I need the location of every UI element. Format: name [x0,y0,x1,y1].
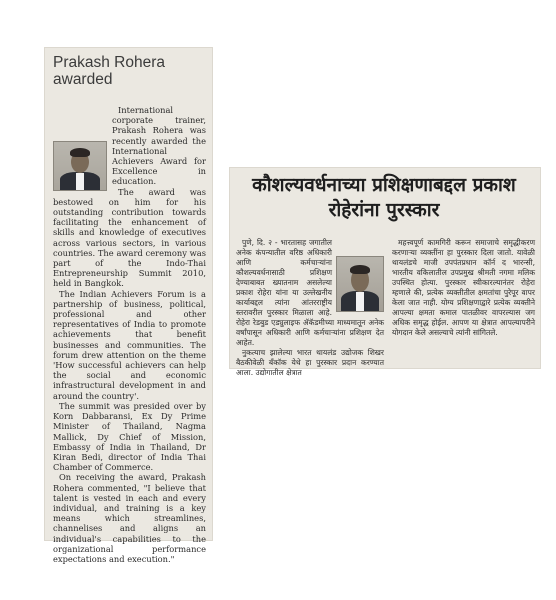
marathi-news-clipping [230,168,540,377]
portrait-photo-icon [53,141,107,191]
article-headline: कौशल्यवर्धनाच्या प्रशिक्षणाबद्दल प्रकाश रोहेरांना पुरस्कार [252,174,516,221]
article-paragraph: पुणे, दि. २ - भारतासह जगातील अनेक कंपन्यातील वरिष्ठ अधिकारी आणि कर्मचाऱ्यांना कौशल्यवर्धनासाठी प्रशिक्षण देण्याबाबत ख्यातनाम असलेल्या प्रकाश रोहेरा यांना या उल्लेखनीय कार्याबद्दल त्यांना आंतरराष्ट्रीय स्तरावरील पुरस्कार मिळाला आहे. रोहेरा रेडबुड एड्युलाइफ ॲकॅडमीच्या माध्यमातून अनेक वर्षांपासून अधिकारी आणि कर्मचाऱ्यांना प्रशिक्षण देत आहेत. [236,238,384,347]
article-title: Prakash Rohera awarded [53,54,166,88]
portrait-photo-icon [336,256,384,312]
article-paragraph: International corporate trainer, Prakash Rohera was recently awarded the International Achievers Award for Excellence in education. [112,105,206,187]
article-paragraph: नुकत्याच झालेल्या भारत थायलंड उद्योजक शिखर बैठकीवेळी बँकॉक येथे हा पुरस्कार प्रदान करण्यात आला. उद्योगातील क्षेत्रात [236,348,384,377]
article-paragraph: On receiving the award, Prakash Rohera commented, "I believe that talent is vested in each and every individual, and training is a key means which streamlines, channelises and aligns an individual's capabilities to the organizational performance expectations and execution." [53,472,206,564]
english-news-clipping [45,48,212,564]
article-body [53,105,206,564]
article-paragraph: The award was bestowed on him for his outstanding contribution towards facilitating the enhancement of skills and knowledge of executives across various sectors, in various countries. The award ceremony was part of the Indo-Thai Entrepreneurship Summit 2010, held in Bangkok. [53,186,206,289]
article-paragraph: The Indian Achievers Forum is a partnership of business, political, professional and other representatives of India to promote achievements that benefit businesses and communities. The forum drew attention on the theme 'How successful achievers can help the social and economic infrastructural development in and around the country'. [53,288,206,401]
article-paragraph: महत्त्वपूर्ण कामगिरी करून समाजाचे समृद्धीकरण करणाऱ्या व्यक्तींना हा पुरस्कार दिला जातो. यावेळी थायलंडचे माजी उपपंतप्रधान कॉर्न द भारन्सी, भारतीय वकिलातील उपप्रमुख श्रीमती नगमा मलिक उपस्थित होत्या. पुरस्कार स्वीकारल्यानंतर रोहेरा म्हणाले की, प्रत्येक व्यक्तीतील क्षमतांचा पुरेपूर वापर केला जात नाही. योग्य प्रशिक्षणाद्वारे प्रत्येक व्यक्तीने आपल्या क्षमता कमाल पातळीवर वापरल्यास जग अधिक समृद्ध होईल. आपण या क्षेत्रात आपल्यापरीने योगदान केले असल्याचे त्यांनी सांगितले. [392,238,535,337]
article-column-left [236,238,384,378]
article-paragraph: The summit was presided over by Korn Dabbaransi, Ex Dy Prime Minister of Thailand, Nagma Mallick, Dy Chief of Mission, Embassy of India in Thailand, Dr Kiran Bedi, director of India Thai Chamber of Commerce. [53,400,206,473]
article-column-right [392,238,535,338]
